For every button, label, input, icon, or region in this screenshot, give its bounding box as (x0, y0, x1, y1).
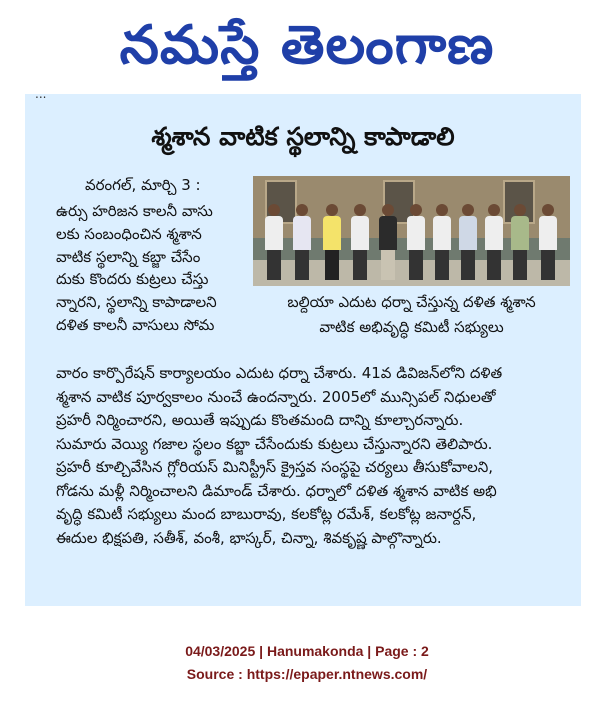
source-footer (0, 640, 614, 686)
body-line: ఈదుల భిక్షపతి, సతీశ్, వంశీ, భాస్కర్, చిన్నా, శివకృష్ణ పాల్గొన్నారు. (56, 528, 442, 547)
protester-figure (485, 204, 503, 280)
protester-figure (511, 204, 529, 280)
protester-figure (459, 204, 477, 280)
newspaper-logo: నమస్తే తెలంగాణ (119, 14, 495, 77)
body-line: వృద్ధి కమిటీ సభ్యులు మంద బాబురావు, కలకోట్ల రమేశ్, కలకోట్ల జనార్దన్, (56, 505, 477, 523)
protester-figure (293, 204, 311, 280)
column-line: దళిత కాలనీ వాసులు సోమ (56, 315, 215, 334)
body-line: వారం కార్పొరేషన్ కార్యాలయం ఎదుట ధర్నా చేశారు. 41వ డివిజన్‌లోని దళిత (56, 364, 503, 382)
column-line: దుకు కొందరు కుట్రలు చేస్తు (56, 270, 209, 289)
news-photo (253, 176, 570, 286)
news-clipping (25, 94, 581, 606)
source-link[interactable]: Source : https://epaper.ntnews.com/ (186, 666, 428, 682)
protester-figure (265, 204, 283, 280)
photo-caption (253, 290, 570, 340)
protester-figure (539, 204, 557, 280)
column-line: లకు సంబంధించిన శ్మశాన (56, 224, 202, 243)
protester-figure (407, 204, 425, 280)
body-line: ప్రహరీ కూల్చివేసిన గ్లోరియస్ మినిస్ట్రీస్ క్రైస్తవ సంస్థపై చర్యలు తీసుకోవాలని, (56, 458, 494, 476)
protester-figure (379, 204, 397, 280)
masthead (0, 0, 614, 92)
caption-line: బల్దియా ఎదుట ధర్నా చేస్తున్న దళిత శ్మశాన (287, 293, 536, 311)
body-line: సుమారు వెయ్యి గజాల స్థలం కబ్జా చేసేందుకు కుట్రలు చేస్తున్నారని తెలిపారు. (56, 434, 493, 453)
edition-info: 04/03/2025 | Hanumakonda | Page : 2 (185, 643, 429, 659)
article-headline: శ్మశాన వాటిక స్థలాన్ని కాపాడాలి (151, 122, 455, 151)
protester-figure (351, 204, 369, 280)
article-dateline: వరంగల్, మార్చి 3 : (85, 176, 201, 194)
column-line: న్నారని, స్థలాన్ని కాపాడాలని (56, 293, 217, 312)
cut-off-text-line (25, 94, 581, 106)
protester-figure (323, 204, 341, 280)
article-column (56, 200, 248, 337)
protester-figure (433, 204, 451, 280)
caption-line: వాటిక అభివృద్ధి కమిటీ సభ్యులు (319, 318, 504, 336)
body-line: ప్రహరీ నిర్మించారని, అయితే ఇప్పుడు కొంతమంది దాన్ని కూల్చారన్నారు. (56, 411, 464, 429)
cut-off-text: ... (35, 94, 47, 101)
body-line: శ్మశాన వాటిక పూర్వకాలం నుంచే ఉందన్నారు. 2005లో మున్సిపల్ నిధులతో (56, 387, 496, 406)
article-body (56, 362, 576, 550)
column-line: ఉర్సు హరిజన కాలనీ వాసు (56, 202, 213, 220)
column-line: వాటిక స్థలాన్ని కబ్జా చేసేం (56, 247, 201, 266)
body-line: గోడను మళ్లీ నిర్మించాలని డిమాండ్ చేశారు. ధర్నాలో దళిత శ్మశాన వాటిక అభి (56, 481, 497, 500)
